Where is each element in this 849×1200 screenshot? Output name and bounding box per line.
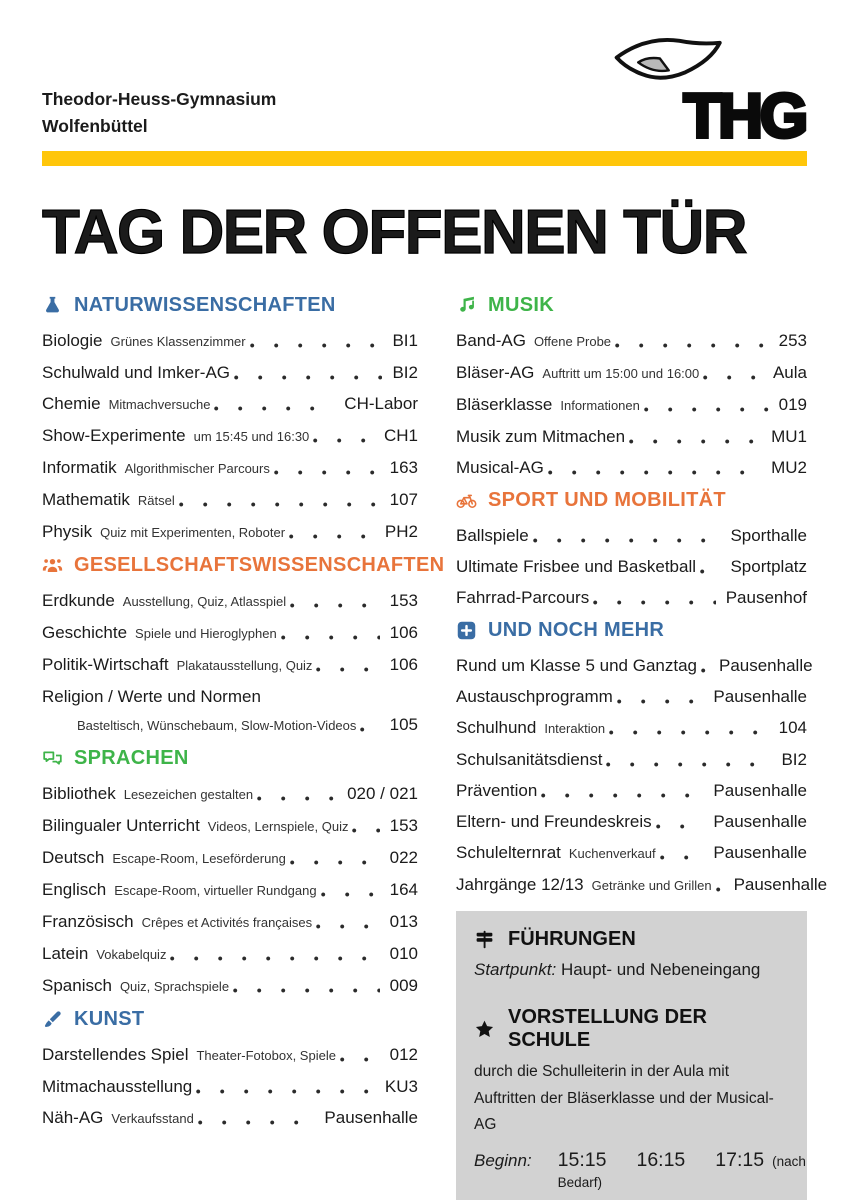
- dotted-leader: [290, 603, 380, 608]
- program-row: [42, 331, 418, 351]
- program-row: [42, 490, 418, 510]
- row-label: Latein: [42, 944, 89, 963]
- room-value: BI1: [392, 331, 418, 350]
- music-note-icon: [456, 295, 477, 316]
- program-row: [42, 363, 418, 382]
- dotted-leader: [313, 438, 374, 443]
- program-row: [42, 1077, 418, 1096]
- row-label: Prävention: [456, 781, 538, 800]
- dotted-leader: [274, 470, 380, 475]
- thg-logo: [607, 32, 807, 142]
- info-box: [456, 911, 807, 1200]
- dotted-leader: [541, 793, 703, 798]
- row-description: Mitmachversuche: [108, 397, 211, 412]
- room-value: PH2: [384, 522, 418, 541]
- star-icon: [474, 1019, 495, 1040]
- row-description: Escape-Room, virtueller Rundgang: [114, 883, 317, 898]
- fuehrungen-title: FÜHRUNGEN: [508, 928, 636, 950]
- room-value: 013: [389, 912, 418, 931]
- room-value: 107: [389, 490, 418, 509]
- row-description: Kuchenverkauf: [568, 846, 656, 861]
- row-label: Französisch: [42, 912, 134, 931]
- program-row: [456, 458, 807, 477]
- section-sport-und-mobilitaet: [456, 489, 807, 607]
- row-label: Schulwald und Imker-AG: [42, 363, 231, 382]
- thg-logo-graphic: [607, 32, 807, 142]
- row-label: Näh-AG: [42, 1108, 104, 1127]
- section-header: [456, 294, 807, 317]
- row-description: Vokabelquiz: [96, 947, 167, 962]
- row-label: Bläserklasse: [456, 395, 553, 414]
- row-label: Ultimate Frisbee und Basketball: [456, 557, 697, 576]
- program-row: [456, 588, 807, 607]
- row-description: Spiele und Hieroglyphen: [135, 626, 277, 641]
- program-row: [456, 395, 807, 415]
- program-row: [456, 557, 807, 576]
- section-title: SPRACHEN: [74, 747, 189, 769]
- room-value: CH-Labor: [344, 394, 418, 413]
- section-und-noch-mehr: [456, 619, 828, 895]
- row-label: Religion / Werte und Normen: [42, 687, 261, 706]
- program-row: [42, 522, 418, 542]
- row-label: Austauschprogramm: [456, 687, 613, 706]
- row-description: Crêpes et Activités françaises: [141, 915, 313, 930]
- section-naturwissenschaften: [42, 294, 418, 542]
- room-value: 022: [389, 848, 418, 867]
- dotted-leader: [660, 855, 704, 860]
- vorstellung-header: [474, 1006, 789, 1052]
- left-column: [42, 286, 445, 1140]
- dotted-leader: [316, 667, 379, 672]
- dotted-leader: [281, 635, 380, 640]
- dotted-leader: [617, 699, 704, 704]
- vorstellung-description: durch die Schulleiterin in der Aula mit Auftritten der Bläserklasse und der Musical-AG: [474, 1063, 774, 1134]
- row-label: Eltern- und Freundeskreis: [456, 812, 652, 831]
- dotted-leader: [360, 727, 379, 732]
- section-header: [456, 489, 807, 512]
- dotted-leader: [170, 956, 379, 961]
- program-row: [456, 363, 807, 383]
- row-label: Schulhund: [456, 718, 537, 737]
- room-value: 010: [389, 944, 418, 963]
- row-label: Musical-AG: [456, 458, 544, 477]
- beginn-time: 17:15: [715, 1148, 765, 1171]
- dotted-leader: [316, 924, 379, 929]
- row-description: Theater-Fotobox, Spiele: [196, 1048, 336, 1063]
- dotted-leader: [703, 375, 763, 380]
- program-row: [456, 750, 807, 769]
- program-row: [42, 816, 418, 836]
- room-value: BI2: [392, 363, 418, 382]
- room-value: Aula: [772, 363, 807, 382]
- vorstellung-title: VORSTELLUNG DER SCHULE: [508, 1006, 707, 1051]
- room-value: BI2: [781, 750, 807, 769]
- room-value: 253: [778, 331, 807, 350]
- section-title: NATURWISSENSCHAFTEN: [74, 294, 336, 316]
- dotted-leader: [179, 502, 380, 507]
- program-row-line2: [42, 715, 418, 735]
- right-column: [456, 286, 828, 1200]
- section-header: [42, 1008, 418, 1031]
- program-row: [42, 591, 418, 611]
- room-value: Sporthalle: [730, 526, 807, 545]
- program-row: [456, 875, 828, 895]
- chat-icon: [42, 748, 63, 769]
- row-description: Interaktion: [544, 721, 606, 736]
- row-label: Chemie: [42, 394, 101, 413]
- dotted-leader: [609, 730, 769, 735]
- room-value: 106: [389, 655, 418, 674]
- program-row: [42, 458, 418, 478]
- section-gesellschaftswissenschaften: [42, 554, 445, 735]
- startpunkt-label: Startpunkt:: [474, 960, 557, 979]
- row-description: Grünes Klassenzimmer: [110, 334, 246, 349]
- row-label: Physik: [42, 522, 93, 541]
- row-description: um 15:45 und 16:30: [193, 429, 310, 444]
- room-value: Pausenhalle: [713, 781, 807, 800]
- section-sprachen: [42, 747, 418, 996]
- dotted-leader: [700, 569, 720, 574]
- dotted-leader: [593, 600, 715, 605]
- row-label: Erdkunde: [42, 591, 115, 610]
- program-columns: [42, 286, 828, 1200]
- room-value: Pausenhalle: [324, 1108, 418, 1127]
- row-label: Schulelternrat: [456, 843, 561, 862]
- row-label: Musik zum Mitmachen: [456, 427, 626, 446]
- dotted-leader: [196, 1089, 375, 1094]
- row-description: Verkaufsstand: [111, 1111, 194, 1126]
- startpunkt-text: Haupt- und Nebeneingang: [560, 960, 761, 979]
- dotted-leader: [234, 375, 382, 380]
- section-title: MUSIK: [488, 294, 554, 316]
- row-description: Getränke und Grillen: [591, 878, 712, 893]
- dotted-leader: [701, 668, 709, 673]
- row-label: Bläser-AG: [456, 363, 535, 382]
- program-row: [456, 781, 807, 800]
- section-musik: [456, 294, 807, 477]
- row-description: Plakatausstellung, Quiz: [176, 658, 313, 673]
- accent-bar: [42, 151, 807, 166]
- row-label: Schulsanitätsdienst: [456, 750, 603, 769]
- flask-icon: [42, 295, 63, 316]
- program-row: [456, 687, 807, 706]
- beginn-times: [558, 1149, 806, 1192]
- dotted-leader: [606, 762, 771, 767]
- row-label: Band-AG: [456, 331, 526, 350]
- room-value: Sportplatz: [730, 557, 807, 576]
- room-value: KU3: [384, 1077, 418, 1096]
- room-value: MU2: [771, 458, 807, 477]
- room-value: Pausenhalle: [713, 687, 807, 706]
- row-description: Escape-Room, Leseförderung: [112, 851, 286, 866]
- room-value: Pausenhalle: [718, 656, 813, 675]
- room-value: Pausenhalle: [713, 843, 807, 862]
- section-title: UND NOCH MEHR: [488, 619, 665, 641]
- section-header: [42, 747, 418, 770]
- room-value: 163: [389, 458, 418, 477]
- room-value: 105: [389, 715, 418, 734]
- signpost-icon: [474, 929, 495, 950]
- program-row: [456, 812, 807, 831]
- section-title: KUNST: [74, 1008, 145, 1030]
- dotted-leader: [257, 796, 337, 801]
- dotted-leader: [656, 824, 704, 829]
- program-row: [42, 1108, 418, 1128]
- dotted-leader: [548, 470, 761, 475]
- row-description: Offene Probe: [533, 334, 612, 349]
- dotted-leader: [340, 1057, 380, 1062]
- section-title: GESELLSCHAFTSWISSENSCHAFTEN: [74, 554, 445, 576]
- program-row: [456, 656, 813, 675]
- row-label: Mitmachausstellung: [42, 1077, 193, 1096]
- fuehrungen-header: [474, 928, 789, 951]
- dotted-leader: [716, 887, 724, 892]
- program-row: [42, 394, 418, 414]
- dotted-leader: [629, 439, 761, 444]
- room-value: 153: [389, 816, 418, 835]
- users-icon: [42, 555, 63, 576]
- room-value: 009: [389, 976, 418, 995]
- room-value: 106: [389, 623, 418, 642]
- program-row: [42, 976, 418, 996]
- program-row: [42, 1045, 418, 1065]
- program-row: [42, 655, 418, 675]
- row-description: Algorithmischer Parcours: [124, 461, 270, 476]
- room-value: 104: [778, 718, 807, 737]
- row-label: Deutsch: [42, 848, 105, 867]
- beginn-row: [474, 1148, 806, 1192]
- program-row: [456, 427, 807, 446]
- school-name-line2: Wolfenbüttel: [42, 115, 148, 136]
- row-label: Ballspiele: [456, 526, 529, 545]
- page-header: [42, 36, 807, 142]
- brush-icon: [42, 1009, 63, 1030]
- program-row: [42, 784, 418, 804]
- row-description: Informationen: [560, 398, 640, 413]
- row-description: Lesezeichen gestalten: [123, 787, 254, 802]
- row-label: Spanisch: [42, 976, 112, 995]
- room-value: 012: [389, 1045, 418, 1064]
- dotted-leader: [352, 828, 379, 833]
- row-description: Rätsel: [137, 493, 175, 508]
- row-label: Bilingualer Unterricht: [42, 816, 200, 835]
- program-row: [42, 687, 418, 735]
- row-description: Ausstellung, Quiz, Atlasspiel: [122, 594, 287, 609]
- program-row: [42, 426, 418, 446]
- school-name: [42, 86, 276, 142]
- row-label: Fahrrad-Parcours: [456, 588, 590, 607]
- room-value: Pausenhalle: [733, 875, 828, 894]
- room-value: 153: [389, 591, 418, 610]
- section-kunst: [42, 1008, 418, 1128]
- program-row: [42, 944, 418, 964]
- section-title: SPORT UND MOBILITÄT: [488, 489, 726, 511]
- school-name-line1: Theodor-Heuss-Gymnasium: [42, 88, 277, 109]
- beginn-time: 15:15: [557, 1148, 607, 1171]
- dotted-leader: [289, 534, 375, 539]
- row-label: Show-Experimente: [42, 426, 186, 445]
- section-header: [42, 554, 445, 577]
- dotted-leader: [214, 406, 334, 411]
- row-label: Rund um Klasse 5 und Ganztag: [456, 656, 697, 675]
- dotted-leader: [615, 343, 769, 348]
- paper-plane-icon: [617, 40, 720, 78]
- row-label: Mathematik: [42, 490, 130, 509]
- room-value: CH1: [383, 426, 418, 445]
- program-row: [42, 880, 418, 900]
- row-label: Informatik: [42, 458, 117, 477]
- page-title: TAG DER OFFENEN TÜR: [42, 198, 746, 267]
- section-header: [42, 294, 418, 317]
- row-label: Biologie: [42, 331, 103, 350]
- row-label: Bibliothek: [42, 784, 116, 803]
- row-description: Auftritt um 15:00 und 16:00: [542, 366, 700, 381]
- room-value: Pausenhalle: [713, 812, 807, 831]
- row-description: Basteltisch, Wünschebaum, Slow-Motion-Videos: [77, 718, 357, 733]
- row-description: Videos, Lernspiele, Quiz: [207, 819, 349, 834]
- room-value: MU1: [771, 427, 807, 446]
- program-row: [42, 912, 418, 932]
- program-row: [456, 843, 807, 863]
- room-value: 019: [778, 395, 807, 414]
- section-header: [456, 619, 807, 642]
- row-label: Geschichte: [42, 623, 128, 642]
- dotted-leader: [533, 538, 721, 543]
- row-label: Darstellendes Spiel: [42, 1045, 189, 1064]
- program-row-line1: [42, 687, 418, 706]
- program-row: [42, 848, 418, 868]
- dotted-leader: [321, 892, 380, 897]
- row-label: Jahrgänge 12/13: [456, 875, 584, 894]
- plus-icon: [456, 620, 477, 641]
- room-value: 164: [389, 880, 418, 899]
- row-description: Quiz mit Experimenten, Roboter: [100, 525, 286, 540]
- beginn-time: 16:15: [636, 1148, 686, 1171]
- dotted-leader: [290, 860, 380, 865]
- beginn-note: (nach Bedarf): [557, 1153, 806, 1190]
- program-row: [456, 526, 807, 545]
- program-row: [42, 623, 418, 643]
- row-label: Politik-Wirtschaft: [42, 655, 169, 674]
- row-description: Quiz, Sprachspiele: [119, 979, 230, 994]
- room-value: 020 / 021: [347, 784, 418, 803]
- dotted-leader: [198, 1120, 315, 1125]
- dotted-leader: [250, 343, 383, 348]
- startpunkt-line: [474, 960, 789, 980]
- program-row: [456, 331, 807, 351]
- dotted-leader: [233, 988, 380, 993]
- row-label: Englisch: [42, 880, 107, 899]
- bicycle-icon: [456, 490, 477, 511]
- beginn-label: Beginn:: [474, 1150, 532, 1170]
- room-value: Pausenhof: [725, 588, 807, 607]
- logo-text: THG: [683, 82, 806, 142]
- dotted-leader: [644, 407, 769, 412]
- program-row: [456, 718, 807, 738]
